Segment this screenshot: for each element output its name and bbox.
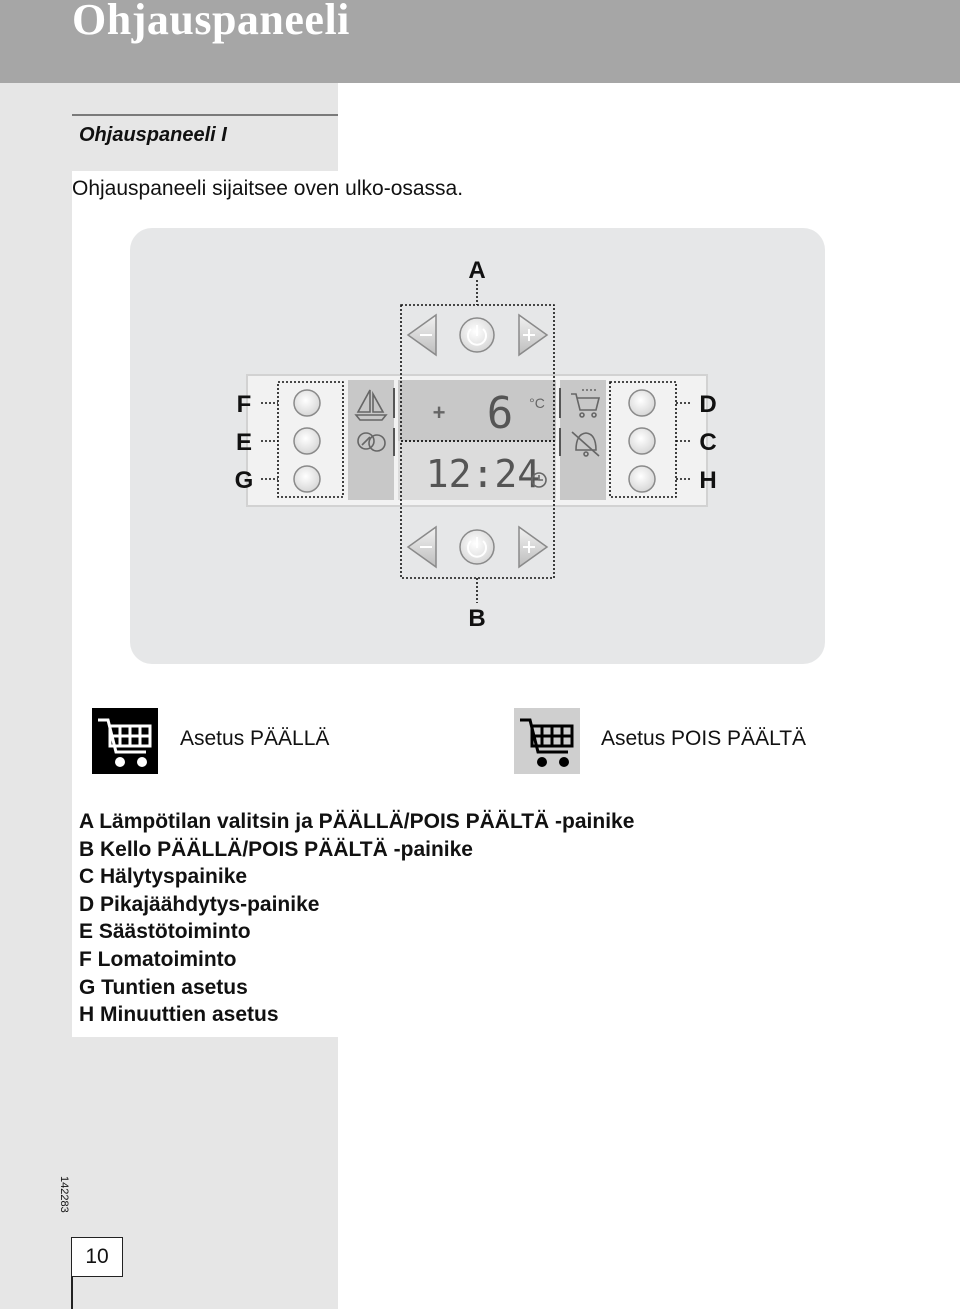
setting-on-cart-icon [92,708,158,774]
legend-on-label: Asetus PÄÄLLÄ [180,727,330,750]
description-item-b: B Kello PÄÄLLÄ/POIS PÄÄLTÄ -painike [79,837,473,861]
clock-controls [408,527,547,567]
temperature-unit: °C [529,395,545,411]
description-item-g: G Tuntien asetus [79,975,248,999]
label-b: B [468,605,486,632]
description-item-e: E Säästötoiminto [79,920,251,944]
intro-text: Ohjauspaneeli sijaitsee oven ulko-osassa. [72,177,464,200]
control-panel-svg [130,228,825,664]
label-g: G [234,467,254,494]
page-header [0,0,960,83]
setting-off-cart-icon [514,708,580,774]
page-number-line [71,1276,73,1309]
page-number: 10 [71,1237,123,1277]
section-subtitle: Ohjauspaneeli I [79,124,227,146]
description-list [79,808,634,1029]
hours-button[interactable] [294,466,320,492]
description-item-h: H Minuuttien asetus [79,1003,279,1027]
section-divider [72,114,338,116]
label-c: C [699,429,717,456]
description-item-d: D Pikajäähdytys-painike [79,892,320,916]
page-title: Ohjauspaneeli [72,0,350,44]
plus-indicator: + [432,400,446,425]
label-a: A [468,257,486,284]
alarm-button[interactable] [629,428,655,454]
description-item-f: F Lomatoiminto [79,947,237,971]
fast-cool-button[interactable] [629,390,655,416]
temperature-controls [408,315,547,355]
control-panel-diagram [130,228,825,664]
document-code: 142283 [58,1176,70,1213]
left-icon-column [348,380,394,500]
eco-button[interactable] [294,428,320,454]
label-f: F [236,391,252,418]
clock-time: 12:24 [425,452,541,496]
description-item-a: A Lämpötilan valitsin ja PÄÄLLÄ/POIS PÄÄLTÄ -painike [79,810,635,833]
label-e: E [235,429,253,456]
temperature-value: 6 [486,388,514,439]
legend-off-label: Asetus POIS PÄÄLTÄ [601,727,807,750]
label-d: D [699,391,717,418]
left-margin-band [0,83,72,1309]
description-item-c: C Hälytyspainike [79,865,248,889]
label-h: H [699,467,717,494]
minutes-button[interactable] [629,466,655,492]
clock-display [426,452,546,496]
holiday-button[interactable] [294,390,320,416]
